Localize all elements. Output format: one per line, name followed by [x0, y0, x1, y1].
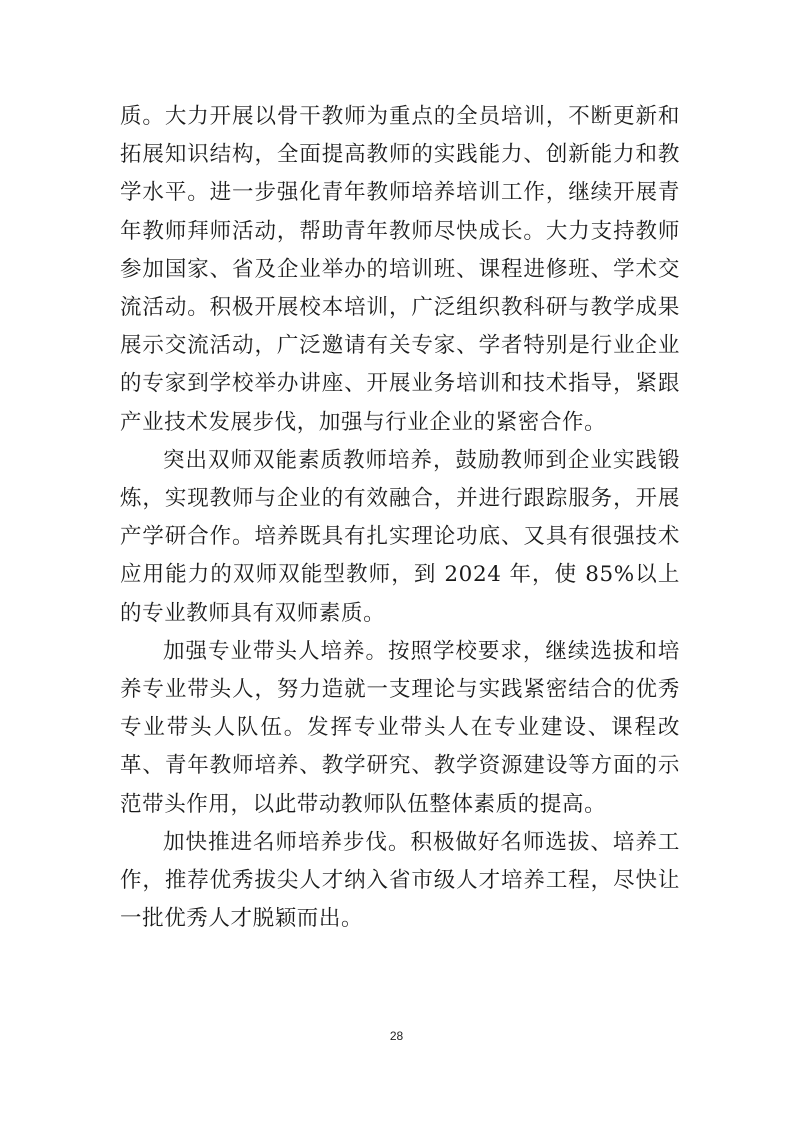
paragraph-continuation: 质。大力开展以骨干教师为重点的全员培训，不断更新和拓展知识结构，全面提高教师的实践能力、创新能力和教学水平。进一步强化青年教师培养培训工作，继续开展青年教师拜师活动，帮助青年教师尽快成长。大力支持教师参加国家、省及企业举办的培训班、课程进修班、学术交流活动。积极开展校本培训，广泛组织教科研与教学成果展示交流活动，广泛邀请有关专家、学者特别是行业企业的专家到学校举办讲座、开展业务培训和技术指导，紧跟产业技术发展步伐，加强与行业企业的紧密合作。 [120, 104, 680, 435]
paragraph-dual-qualified-teachers: 突出双师双能素质教师培养，鼓励教师到企业实践锻炼，实现教师与企业的有效融合，并进行跟踪服务，开展产学研合作。培养既具有扎实理论功底、又具有很强技术应用能力的双师双能型教师，到 2024 年，使 85%以上的专业教师具有双师素质。 [120, 447, 680, 626]
paragraph-famous-teachers: 加快推进名师培养步伐。积极做好名师选拔、培养工作，推荐优秀拔尖人才纳入省市级人才培养工程，尽快让一批优秀人才脱颖而出。 [120, 829, 680, 932]
document-body [120, 98, 680, 938]
paragraph-professional-leaders: 加强专业带头人培养。按照学校要求，继续选拔和培养专业带头人，努力造就一支理论与实践紧密结合的优秀专业带头人队伍。发挥专业带头人在专业建设、课程改革、青年教师培养、教学研究、教学资源建设等方面的示范带头作用，以此带动教师队伍整体素质的提高。 [120, 638, 680, 817]
page-number: 28 [389, 1029, 404, 1043]
